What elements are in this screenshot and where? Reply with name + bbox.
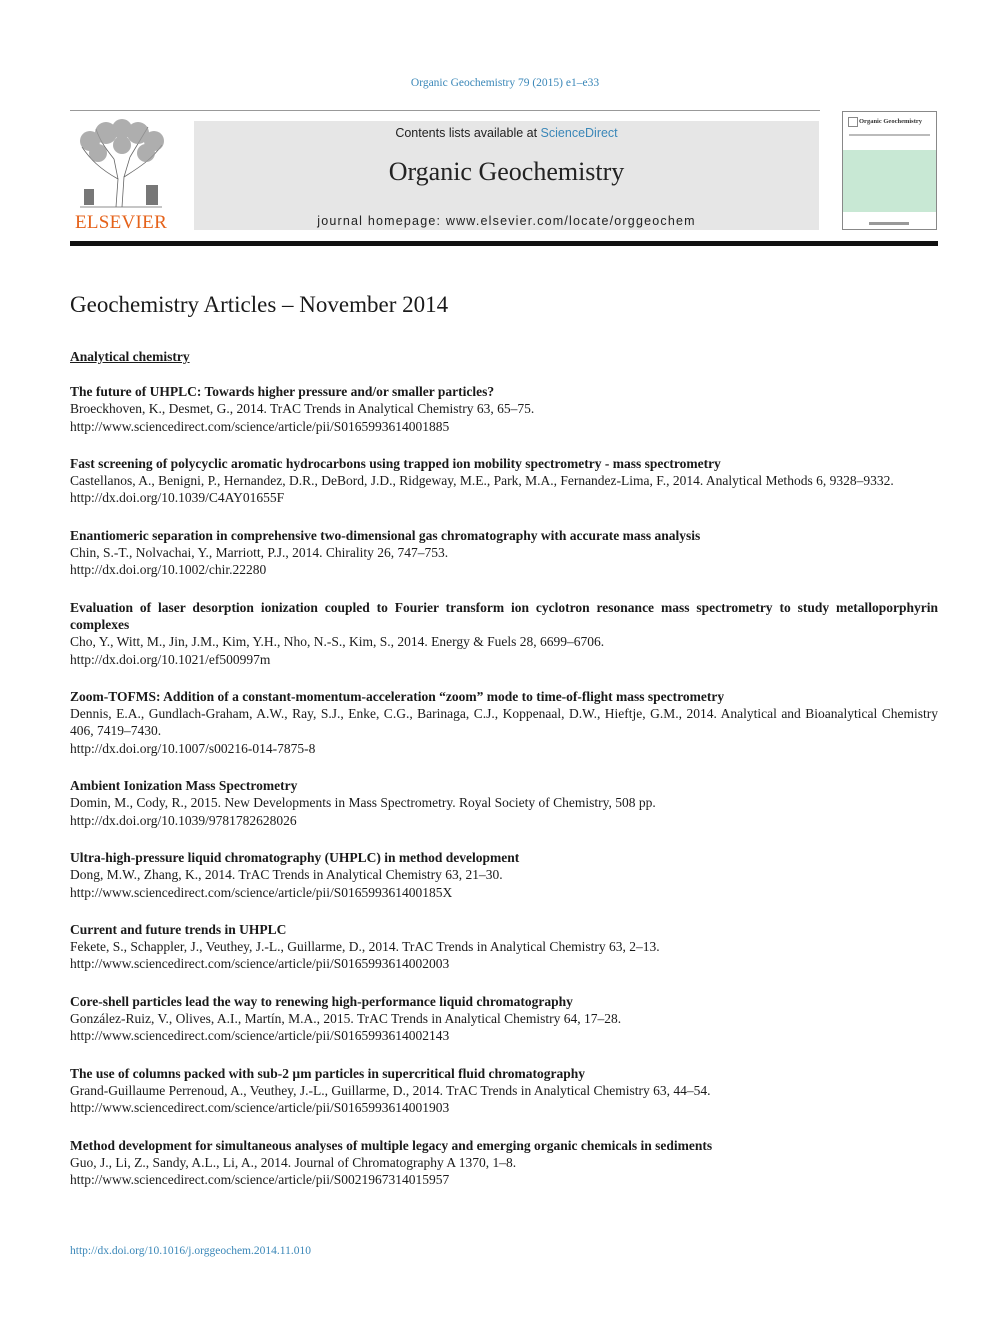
- journal-header-box: [194, 121, 819, 230]
- article-entry: [70, 1137, 938, 1189]
- article-url[interactable]: http://www.sciencedirect.com/science/article/pii/S0021967314015957: [70, 1172, 450, 1188]
- article-reference: Fekete, S., Schappler, J., Veuthey, J.-L., Guillarme, D., 2014. TrAC Trends in Analytical Chemistry 63, 2–13.: [70, 939, 660, 955]
- contents-line: [194, 126, 819, 140]
- article-reference: Chin, S.-T., Nolvachai, Y., Marriott, P.J., 2014. Chirality 26, 747–753.: [70, 545, 449, 561]
- article-entry: [70, 383, 938, 435]
- article-reference: Dennis, E.A., Gundlach-Graham, A.W., Ray, S.J., Enke, C.G., Barinaga, C.J., Koppenaal, D.W., Hieftje, G.M., 2014. Analytical and Bioanalytical Chemistry 406, 7419–7430.: [70, 706, 938, 739]
- sciencedirect-link[interactable]: ScienceDirect: [540, 126, 618, 140]
- article-list: [70, 348, 938, 1208]
- article-title: Zoom-TOFMS: Addition of a constant-momentum-acceleration “zoom” mode to time-of-flight mass spectrometry: [70, 688, 725, 704]
- article-entry: [70, 599, 938, 668]
- cover-subtitle-bar: [849, 134, 930, 136]
- article-title: Ultra-high-pressure liquid chromatography (UHPLC) in method development: [70, 849, 520, 865]
- article-title: Core-shell particles lead the way to renewing high-performance liquid chromatography: [70, 993, 573, 1009]
- article-title: Current and future trends in UHPLC: [70, 921, 287, 937]
- article-entry: [70, 777, 938, 829]
- article-entry: [70, 993, 938, 1045]
- article-entry: [70, 1065, 938, 1117]
- article-title: The use of columns packed with sub-2 µm particles in supercritical fluid chromatography: [70, 1065, 586, 1081]
- article-title: Fast screening of polycyclic aromatic hydrocarbons using trapped ion mobility spectrometry - mass spectrometry: [70, 455, 721, 471]
- journal-homepage[interactable]: journal homepage: www.elsevier.com/locate/orggeochem: [317, 214, 696, 228]
- article-title: Method development for simultaneous analyses of multiple legacy and emerging organic chemicals in sediments: [70, 1137, 713, 1153]
- article-reference: Domin, M., Cody, R., 2015. New Developments in Mass Spectrometry. Royal Society of Chemistry, 508 pp.: [70, 795, 656, 811]
- article-url[interactable]: http://www.sciencedirect.com/science/article/pii/S0165993614002003: [70, 956, 450, 972]
- article-title: Evaluation of laser desorption ionization coupled to Fourier transform ion cyclotron resonance mass spectrometry to study metalloporphyrin complexes: [70, 599, 938, 632]
- article-url[interactable]: http://dx.doi.org/10.1007/s00216-014-7875-8: [70, 740, 316, 756]
- article-reference: Cho, Y., Witt, M., Jin, J.M., Kim, Y.H., Nho, N.-S., Kim, S., 2014. Energy & Fuels 28, 6699–6706.: [70, 634, 605, 650]
- article-reference: Guo, J., Li, Z., Sandy, A.L., Li, A., 2014. Journal of Chromatography A 1370, 1–8.: [70, 1154, 517, 1170]
- article-url[interactable]: http://www.sciencedirect.com/science/article/pii/S0165993614002143: [70, 1028, 450, 1044]
- article-url[interactable]: http://dx.doi.org/10.1039/9781782628026: [70, 812, 297, 828]
- article-entry: [70, 849, 938, 901]
- article-url[interactable]: http://dx.doi.org/10.1002/chir.22280: [70, 562, 267, 578]
- article-reference: González-Ruiz, V., Olives, A.I., Martín, M.A., 2015. TrAC Trends in Analytical Chemistry 64, 17–28.: [70, 1011, 622, 1027]
- section-heading: Analytical chemistry: [70, 349, 190, 364]
- article-entry: [70, 921, 938, 973]
- cover-green-panel: [843, 150, 936, 212]
- header-rule: [70, 110, 820, 111]
- article-reference: Castellanos, A., Benigni, P., Hernandez, D.R., DeBord, J.D., Ridgeway, M.E., Park, M.A., Fernandez-Lima, F., 2014. Analytical Methods 6, 9328–9332.: [70, 473, 894, 489]
- cover-footer-bar: [869, 222, 909, 225]
- footer-doi-link[interactable]: http://dx.doi.org/10.1016/j.orggeochem.2014.11.010: [70, 1245, 311, 1257]
- article-title: Enantiomeric separation in comprehensive two-dimensional gas chromatography with accurate mass analysis: [70, 527, 701, 543]
- article-entry: [70, 527, 938, 579]
- cover-seal-icon: [848, 117, 858, 127]
- article-url[interactable]: http://www.sciencedirect.com/science/article/pii/S016599361400185X: [70, 884, 453, 900]
- page-title: Geochemistry Articles – November 2014: [70, 292, 449, 317]
- article-url[interactable]: http://dx.doi.org/10.1039/C4AY01655F: [70, 490, 285, 506]
- journal-citation[interactable]: Organic Geochemistry 79 (2015) e1–e33: [410, 77, 600, 89]
- article-reference: Grand-Guillaume Perrenoud, A., Veuthey, J.-L., Guillarme, D., 2014. TrAC Trends in Analytical Chemistry 63, 44–54.: [70, 1082, 711, 1098]
- contents-prefix: Contents lists available at: [395, 126, 541, 140]
- journal-title: Organic Geochemistry: [388, 157, 625, 186]
- header-thick-rule: [70, 241, 938, 246]
- article-url[interactable]: http://dx.doi.org/10.1021/ef500997m: [70, 651, 271, 667]
- article-entry: [70, 688, 938, 757]
- article-entry: [70, 455, 938, 507]
- article-reference: Dong, M.W., Zhang, K., 2014. TrAC Trends in Analytical Chemistry 63, 21–30.: [70, 867, 503, 883]
- article-title: The future of UHPLC: Towards higher pressure and/or smaller particles?: [70, 384, 495, 399]
- journal-cover-thumbnail[interactable]: [842, 111, 937, 230]
- article-reference: Broeckhoven, K., Desmet, G., 2014. TrAC Trends in Analytical Chemistry 63, 65–75.: [70, 401, 535, 417]
- article-url[interactable]: http://www.sciencedirect.com/science/article/pii/S0165993614001903: [70, 1100, 450, 1116]
- publisher-wordmark: ELSEVIER: [74, 212, 168, 233]
- article-title: Ambient Ionization Mass Spectrometry: [70, 778, 298, 794]
- cover-title: Organic Geochemistry: [859, 118, 922, 125]
- article-url[interactable]: http://www.sciencedirect.com/science/article/pii/S0165993614001885: [70, 418, 450, 434]
